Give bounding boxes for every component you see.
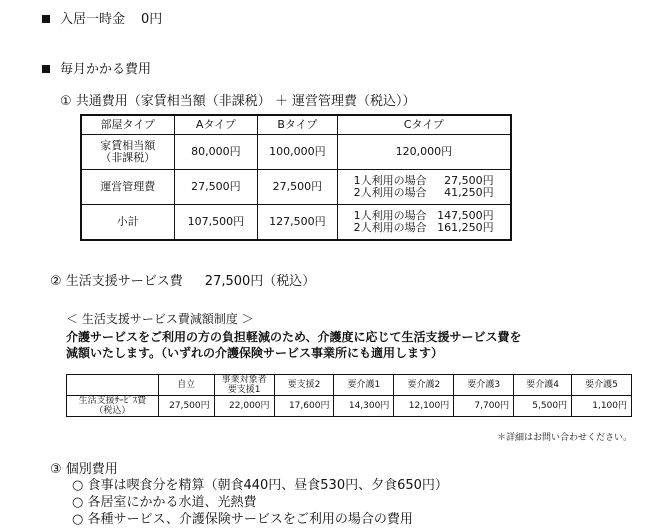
table-cell: 27,500円	[258, 170, 338, 205]
usage-case-value: 147,500円	[437, 209, 494, 222]
table-header-cell	[158, 375, 214, 396]
reduction-title: ＜ 生活支援サービス費減額制度 ＞	[66, 312, 254, 326]
table-row	[81, 205, 511, 241]
row-label-line: （税込）	[94, 406, 131, 416]
usage-case-line	[354, 222, 510, 234]
usage-case-label: 2人利用の場合	[353, 186, 427, 199]
header-line: 要支援1	[227, 385, 261, 395]
header-line: 要介護5	[585, 380, 618, 390]
support-service-amount: 27,500円（税込）	[204, 274, 316, 289]
table-header-cell: Bタイプ	[258, 115, 338, 135]
list-item: ○ 各種サービス、介護保険サービスをご利用の場合の費用	[72, 512, 413, 527]
table-cell: 100,000円	[258, 135, 338, 170]
row-label: 運営管理費	[81, 170, 174, 205]
usage-case-value: 41,250円	[444, 186, 494, 199]
table-cell: 5,500円	[514, 396, 572, 417]
table-header-cell	[514, 375, 572, 396]
table-cell: 7,700円	[454, 396, 514, 417]
table-cell: 127,500円	[258, 205, 338, 241]
header-line: 事業対象者	[221, 375, 267, 385]
support-service-heading	[50, 270, 315, 289]
section-monthly-costs	[42, 58, 151, 77]
table-header-cell	[572, 375, 632, 396]
row-label: 小計	[81, 205, 174, 241]
table-cell: 1,100円	[572, 396, 632, 417]
table-header-cell: 部屋タイプ	[81, 115, 174, 135]
detail-note: ＊詳細はお問い合わせください。	[496, 433, 632, 443]
table-header-blank	[67, 375, 159, 396]
table-header-cell	[214, 375, 274, 396]
row-label-line: 家賃相当額	[100, 139, 156, 152]
table-header-cell: Aタイプ	[174, 115, 258, 135]
section-entry-fee	[42, 8, 162, 27]
reduction-text-line: 介護サービスをご利用の方の負担軽減のため、介護度に応じて生活支援サービス費を	[66, 330, 522, 344]
entry-fee-label: 入居一時金	[60, 12, 126, 27]
square-bullet-icon	[42, 65, 50, 73]
usage-case-line	[354, 187, 510, 199]
table-cell: 27,500円	[174, 170, 258, 205]
table-row	[81, 135, 511, 170]
entry-fee-value: 0円	[141, 12, 163, 27]
support-service-title: ② 生活支援サービス費	[50, 274, 183, 289]
table-header-row	[81, 115, 511, 135]
table-header-cell	[394, 375, 454, 396]
row-label-line: （非課税）	[100, 151, 156, 164]
reduction-table	[66, 374, 632, 417]
table-header-cell	[454, 375, 514, 396]
header-line: 要介護2	[407, 380, 441, 390]
usage-case-value: 27,500円	[444, 174, 494, 187]
table-cell: 14,300円	[334, 396, 394, 417]
monthly-costs-label: 毎月かかる費用	[60, 62, 152, 77]
table-header-cell	[274, 375, 334, 396]
header-line: 要介護4	[526, 380, 559, 390]
row-label	[81, 135, 174, 170]
table-cell-multi	[337, 205, 511, 241]
table-header-cell	[334, 375, 394, 396]
header-line: 要介護3	[467, 380, 501, 390]
row-label	[67, 396, 159, 417]
header-line: 要介護1	[347, 380, 381, 390]
usage-case-value: 161,250円	[437, 221, 494, 234]
usage-case-label: 1人利用の場合	[353, 209, 427, 222]
table-row	[81, 170, 511, 205]
table-cell: 22,000円	[214, 396, 274, 417]
common-costs-table	[80, 114, 512, 241]
row-label-line: 生活支援ｻｰﾋﾞｽ費	[78, 396, 147, 406]
square-bullet-icon	[42, 15, 50, 23]
table-header-row	[67, 375, 632, 396]
usage-case-label: 2人利用の場合	[353, 221, 427, 234]
table-cell: 120,000円	[337, 135, 511, 170]
list-item: ○ 食事は喫食分を精算（朝食440円、昼食530円、夕食650円）	[72, 478, 448, 493]
header-line: 自立	[177, 380, 196, 390]
common-costs-title: ① 共通費用（家賃相当額（非課税） ＋ 運営管理費（税込））	[60, 94, 416, 109]
table-cell: 27,500円	[158, 396, 214, 417]
table-row	[67, 396, 632, 417]
table-cell: 107,500円	[174, 205, 258, 241]
usage-case-label: 1人利用の場合	[353, 174, 427, 187]
table-cell-multi	[337, 170, 511, 205]
table-cell: 12,100円	[394, 396, 454, 417]
reduction-text-line: 減額いたします。（いずれの介護保険サービス事業所にも適用します）	[66, 346, 444, 360]
table-cell: 80,000円	[174, 135, 258, 170]
list-item: ○ 各居室にかかる水道、光熱費	[72, 495, 257, 510]
individual-costs-title: ③ 個別費用	[50, 462, 118, 477]
header-line: 要支援2	[287, 380, 321, 390]
table-header-cell: Cタイプ	[337, 115, 511, 135]
table-cell: 17,600円	[274, 396, 334, 417]
